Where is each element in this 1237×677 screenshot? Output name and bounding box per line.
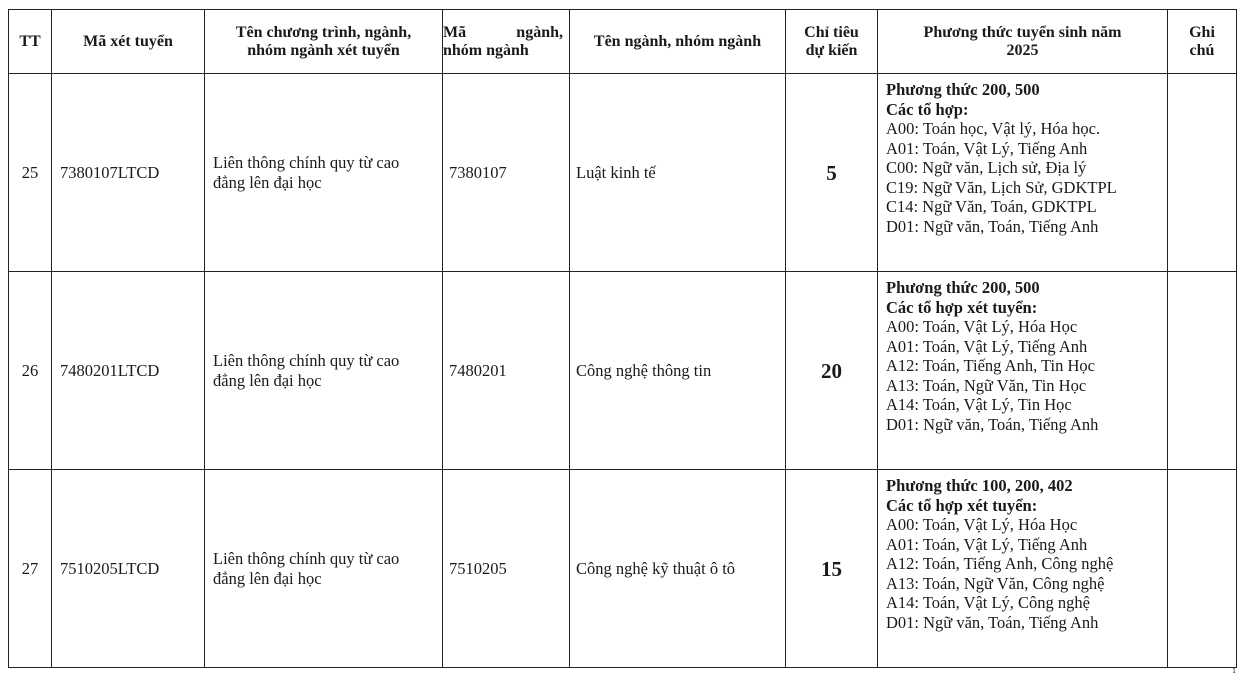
admissions-table	[8, 9, 1237, 668]
program-line2: đẳng lên đại học	[213, 370, 322, 390]
combo-line: A13: Toán, Ngữ Văn, Tin Học	[886, 375, 1087, 395]
combo-line: C19: Ngữ Văn, Lịch Sử, GDKTPL	[886, 177, 1117, 197]
header-phuong-thuc-line2: 2025	[1006, 41, 1039, 59]
combo-line: A01: Toán, Vật Lý, Tiếng Anh	[886, 336, 1088, 356]
method-subtitle: Các tổ hợp xét tuyển:	[886, 495, 1038, 515]
cell-phuong-thuc	[878, 470, 1168, 668]
combo-line: A12: Toán, Tiếng Anh, Tin Học	[886, 356, 1095, 375]
header-ghi-chu	[1168, 10, 1237, 74]
combo-line: A00: Toán, Vật Lý, Hóa Học	[886, 317, 1078, 336]
method-subtitle: Các tổ hợp:	[886, 99, 969, 119]
header-ghi-chu-line2: chú	[1189, 41, 1215, 59]
header-ma-nganh-word2: ngành,	[516, 23, 563, 41]
cell-ten-chuong-trinh	[205, 74, 443, 272]
combo-line: D01: Ngữ văn, Toán, Tiếng Anh	[886, 414, 1099, 434]
program-line2: đẳng lên đại học	[213, 568, 322, 588]
header-chi-tieu-line2: dự kiến	[805, 41, 858, 59]
combo-line: A13: Toán, Ngữ Văn, Công nghệ	[886, 573, 1105, 593]
header-ten-nganh: Tên ngành, nhóm ngành	[570, 10, 786, 74]
cell-ghi-chu	[1168, 74, 1237, 272]
header-chi-tieu	[786, 10, 878, 74]
cell-tt: 27	[9, 470, 52, 668]
corner-mark: 1	[1232, 666, 1236, 675]
cell-ma-nganh: 7380107	[443, 74, 570, 272]
header-ma-xet-tuyen: Mã xét tuyển	[52, 10, 205, 74]
program-line1: Liên thông chính quy từ cao	[213, 548, 400, 568]
combo-line: A12: Toán, Tiếng Anh, Công nghệ	[886, 554, 1114, 573]
method-title: Phương thức 100, 200, 402	[886, 476, 1073, 495]
header-row	[9, 10, 1237, 74]
method-title: Phương thức 200, 500	[886, 80, 1040, 99]
combo-line: A00: Toán, Vật Lý, Hóa Học	[886, 515, 1078, 534]
cell-chi-tieu: 20	[786, 272, 878, 470]
program-line1: Liên thông chính quy từ cao	[213, 350, 400, 370]
header-ten-chuong-trinh-line2: nhóm ngành xét tuyển	[247, 41, 400, 59]
header-ten-chuong-trinh-line1: Tên chương trình, ngành,	[235, 23, 412, 41]
cell-ma-xet-tuyen: 7480201LTCD	[52, 272, 205, 470]
cell-ma-nganh: 7480201	[443, 272, 570, 470]
method-title: Phương thức 200, 500	[886, 278, 1040, 297]
cell-chi-tieu: 5	[786, 74, 878, 272]
program-line1: Liên thông chính quy từ cao	[213, 152, 400, 172]
combo-line: C00: Ngữ văn, Lịch sử, Địa lý	[886, 158, 1087, 177]
cell-ghi-chu	[1168, 470, 1237, 668]
cell-ten-nganh: Công nghệ thông tin	[570, 272, 786, 470]
combo-line: A14: Toán, Vật Lý, Công nghệ	[886, 593, 1091, 612]
header-phuong-thuc-line1: Phương thức tuyển sinh năm	[923, 23, 1122, 41]
cell-ten-nganh: Công nghệ kỹ thuật ô tô	[570, 470, 786, 668]
cell-ghi-chu	[1168, 272, 1237, 470]
header-chi-tieu-line1: Chỉ tiêu	[804, 23, 859, 41]
combo-line: A01: Toán, Vật Lý, Tiếng Anh	[886, 138, 1088, 158]
cell-ma-xet-tuyen: 7510205LTCD	[52, 470, 205, 668]
cell-phuong-thuc	[878, 272, 1168, 470]
table-row	[9, 272, 1237, 470]
combo-line: A00: Toán học, Vật lý, Hóa học.	[886, 119, 1101, 138]
cell-ma-nganh: 7510205	[443, 470, 570, 668]
cell-phuong-thuc	[878, 74, 1168, 272]
combo-line: A01: Toán, Vật Lý, Tiếng Anh	[886, 534, 1088, 554]
header-ma-nganh	[443, 10, 570, 74]
cell-ten-nganh: Luật kinh tế	[570, 74, 786, 272]
header-tt: TT	[9, 10, 52, 74]
cell-ten-chuong-trinh	[205, 272, 443, 470]
table-row	[9, 470, 1237, 668]
header-ma-nganh-line2: nhóm ngành	[443, 41, 529, 59]
header-phuong-thuc	[878, 10, 1168, 74]
cell-tt: 26	[9, 272, 52, 470]
cell-ma-xet-tuyen: 7380107LTCD	[52, 74, 205, 272]
table-row	[9, 74, 1237, 272]
program-line2: đẳng lên đại học	[213, 172, 322, 192]
header-ten-chuong-trinh	[205, 10, 443, 74]
cell-chi-tieu: 15	[786, 470, 878, 668]
combo-line: C14: Ngữ Văn, Toán, GDKTPL	[886, 197, 1097, 216]
header-ma-nganh-word1: Mã	[443, 23, 467, 41]
header-ghi-chu-line1: Ghi	[1189, 23, 1215, 41]
combo-line: D01: Ngữ văn, Toán, Tiếng Anh	[886, 612, 1099, 632]
method-subtitle: Các tổ hợp xét tuyển:	[886, 297, 1038, 317]
cell-tt: 25	[9, 74, 52, 272]
cell-ten-chuong-trinh	[205, 470, 443, 668]
combo-line: D01: Ngữ văn, Toán, Tiếng Anh	[886, 216, 1099, 236]
combo-line: A14: Toán, Vật Lý, Tin Học	[886, 395, 1072, 414]
